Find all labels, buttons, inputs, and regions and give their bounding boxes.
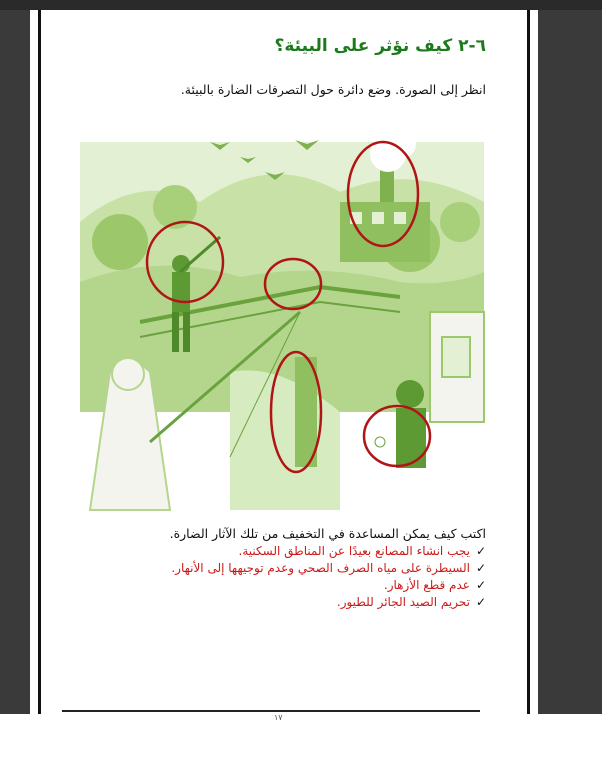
check-icon: ✓ xyxy=(475,544,486,558)
list-item: ✓يجب انشاء المصانع بعيدًا عن المناطق السكنية. xyxy=(238,544,486,558)
check-icon: ✓ xyxy=(475,578,486,592)
page-border-right xyxy=(527,10,530,714)
top-bar xyxy=(0,0,602,10)
sewage-pipe-icon xyxy=(295,357,317,467)
page-border-left xyxy=(38,10,41,714)
question-text: اكتب كيف يمكن المساعدة في التخفيف من تلك الآثار الضارة. xyxy=(169,526,486,541)
page-title: ٦-٢ كيف نؤثر على البيئة؟ xyxy=(274,36,486,56)
list-item: ✓تحريم الصيد الجائر للطيور. xyxy=(336,595,486,609)
left-margin xyxy=(0,10,30,714)
list-item: ✓عدم قطع الأزهار. xyxy=(383,578,486,592)
instruction-text: انظر إلى الصورة. وضع دائرة حول التصرفات الضارة بالبيئة. xyxy=(180,82,486,97)
document-page xyxy=(30,10,538,722)
footer-divider xyxy=(62,710,480,712)
environment-illustration xyxy=(80,112,484,510)
check-icon: ✓ xyxy=(475,595,486,609)
page-number: ١٧ xyxy=(274,713,283,722)
right-margin xyxy=(538,10,602,714)
answer-list xyxy=(171,543,486,611)
check-icon: ✓ xyxy=(475,561,486,575)
list-item: ✓السيطرة على مياه الصرف الصحي وعدم توجيهها إلى الأنهار. xyxy=(171,561,486,575)
